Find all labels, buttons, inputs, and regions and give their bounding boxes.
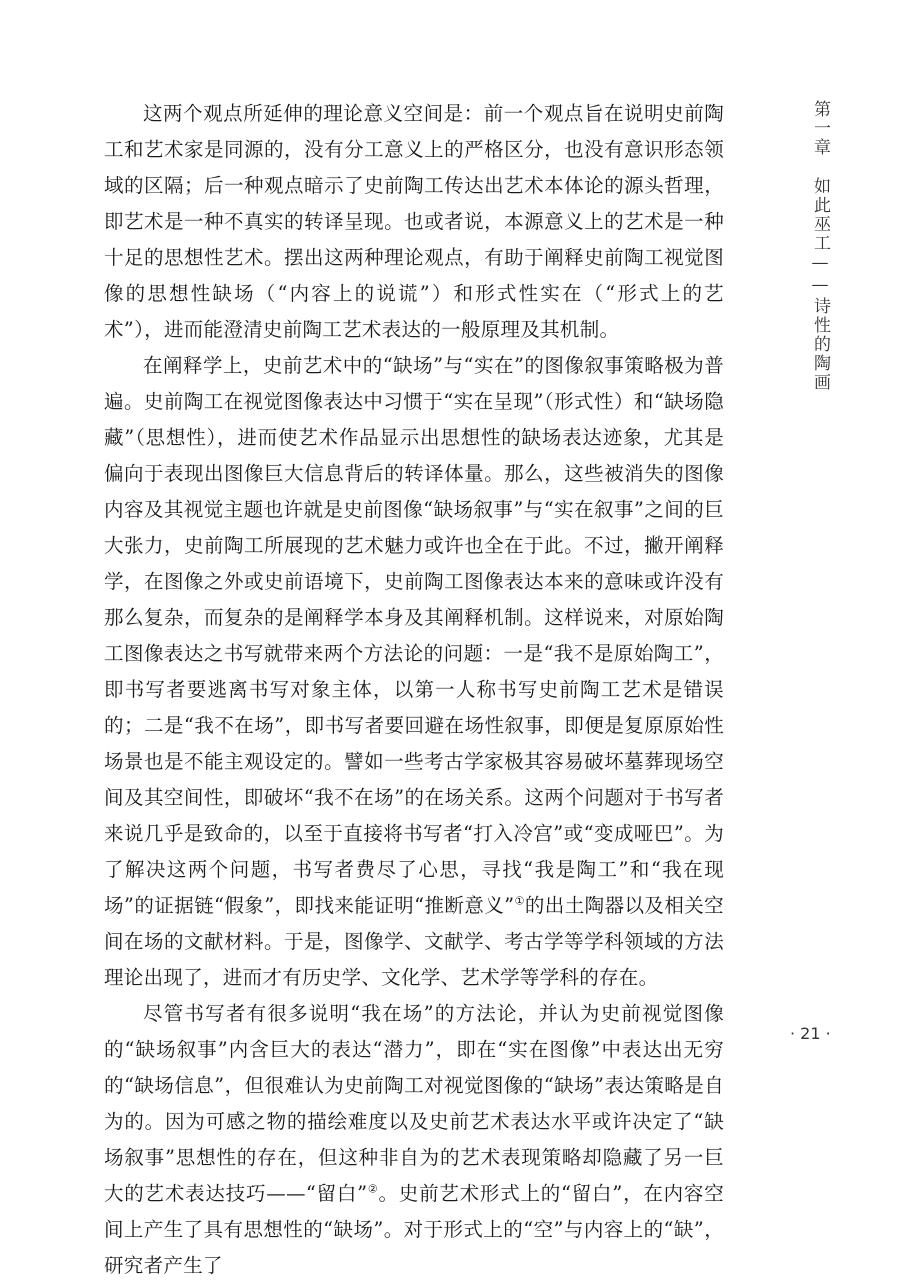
footnote-ref-1[interactable]: ① [514,894,525,908]
page-number: · 21 · [790,1024,831,1043]
paragraph-2 [104,348,724,996]
paragraph-2-text-a: 在阐释学上，史前艺术中的“缺场”与“实在”的图像叙事策略极为普遍。史前陶工在视觉图像表达中习惯于“实在呈现”（形式性）和“缺场隐藏”（思想性），进而使艺术作品显示出思想性的缺场表达迹象，尤其是偏向于表现出图像巨大信息背后的转译体量。那么，这些被消失的图像内容及其视觉主题也许就是史前图像“缺场叙事”与“实在叙事”之间的巨大张力，史前陶工所展现的艺术魅力或许也全在于此。不过，撇开阐释学，在图像之外或史前语境下，史前陶工图像表达本来的意味或许没有那么复杂，而复杂的是阐释学本身及其阐释机制。这样说来，对原始陶工图像表达之书写就带来两个方法论的问题：一是“我不是原始陶工”，即书写者要逃离书写对象主体，以第一人称书写史前陶工艺术是错误的；二是“我不在场”，即书写者要回避在场性叙事，即便是复原原始性场景也是不能主观设定的。譬如一些考古学家极其容易破坏墓葬现场空间及其空间性，即破坏“我不在场”的在场关系。这两个问题对于书写者来说几乎是致命的，以至于直接将书写者“打入冷宫”或“变成哑巴”。为了解决这两个问题，书写者费尽了心思，寻找“我是陶工”和“我在现场”的证据链“假象”，即找来能证明“推断意义” [104,354,724,917]
body-text [104,96,724,1284]
paragraph-1-text: 这两个观点所延伸的理论意义空间是：前一个观点旨在说明史前陶工和艺术家是同源的，没有分工意义上的严格区分，也没有意识形态领域的区隔；后一种观点暗示了史前陶工传达出艺术本体论的源头哲理，即艺术是一种不真实的转译呈现。也或者说，本源意义上的艺术是一种十足的思想性艺术。摆出这两种理论观点，有助于阐释史前陶工视觉图像的思想性缺场（“内容上的说谎”）和形式性实在（“形式上的艺术”），进而能澄清史前陶工艺术表达的一般原理及其机制。 [104,102,724,341]
paragraph-2-text-b: 的出土陶器以及相关空间在场的文献材料。于是，图像学、文献学、考古学等学科领域的方法理论出现了，进而才有历史学、文化学、艺术学等学科的存在。 [104,894,724,989]
chapter-label: 第一章 [810,100,830,157]
paragraph-1 [104,96,724,348]
paragraph-3-text-a: 尽管书写者有很多说明“我在场”的方法论，并认为史前视觉图像的“缺场叙事”内含巨大的表达“潜力”，即在“实在图像”中表达出无穷的“缺场信息”，但很难认为史前陶工对视觉图像的“缺场”表达策略是自为的。因为可感之物的描绘难度以及史前艺术表达水平或许决定了“缺场叙事”思想性的存在，但这种非自为的艺术表现策略却隐藏了另一巨大的艺术表达技巧——“留白” [104,1002,724,1205]
footnote-ref-2[interactable]: ② [367,1182,379,1196]
chapter-title: 如此巫工——诗性的陶画 [810,177,830,392]
paragraph-3 [104,996,724,1284]
running-header [808,100,832,392]
paragraph-3-text-b: 。史前艺术形式上的“留白”，在内容空间上产生了具有思想性的“缺场”。对于形式上的“空”与内容上的“缺”，研究者产生了 [104,1182,724,1277]
